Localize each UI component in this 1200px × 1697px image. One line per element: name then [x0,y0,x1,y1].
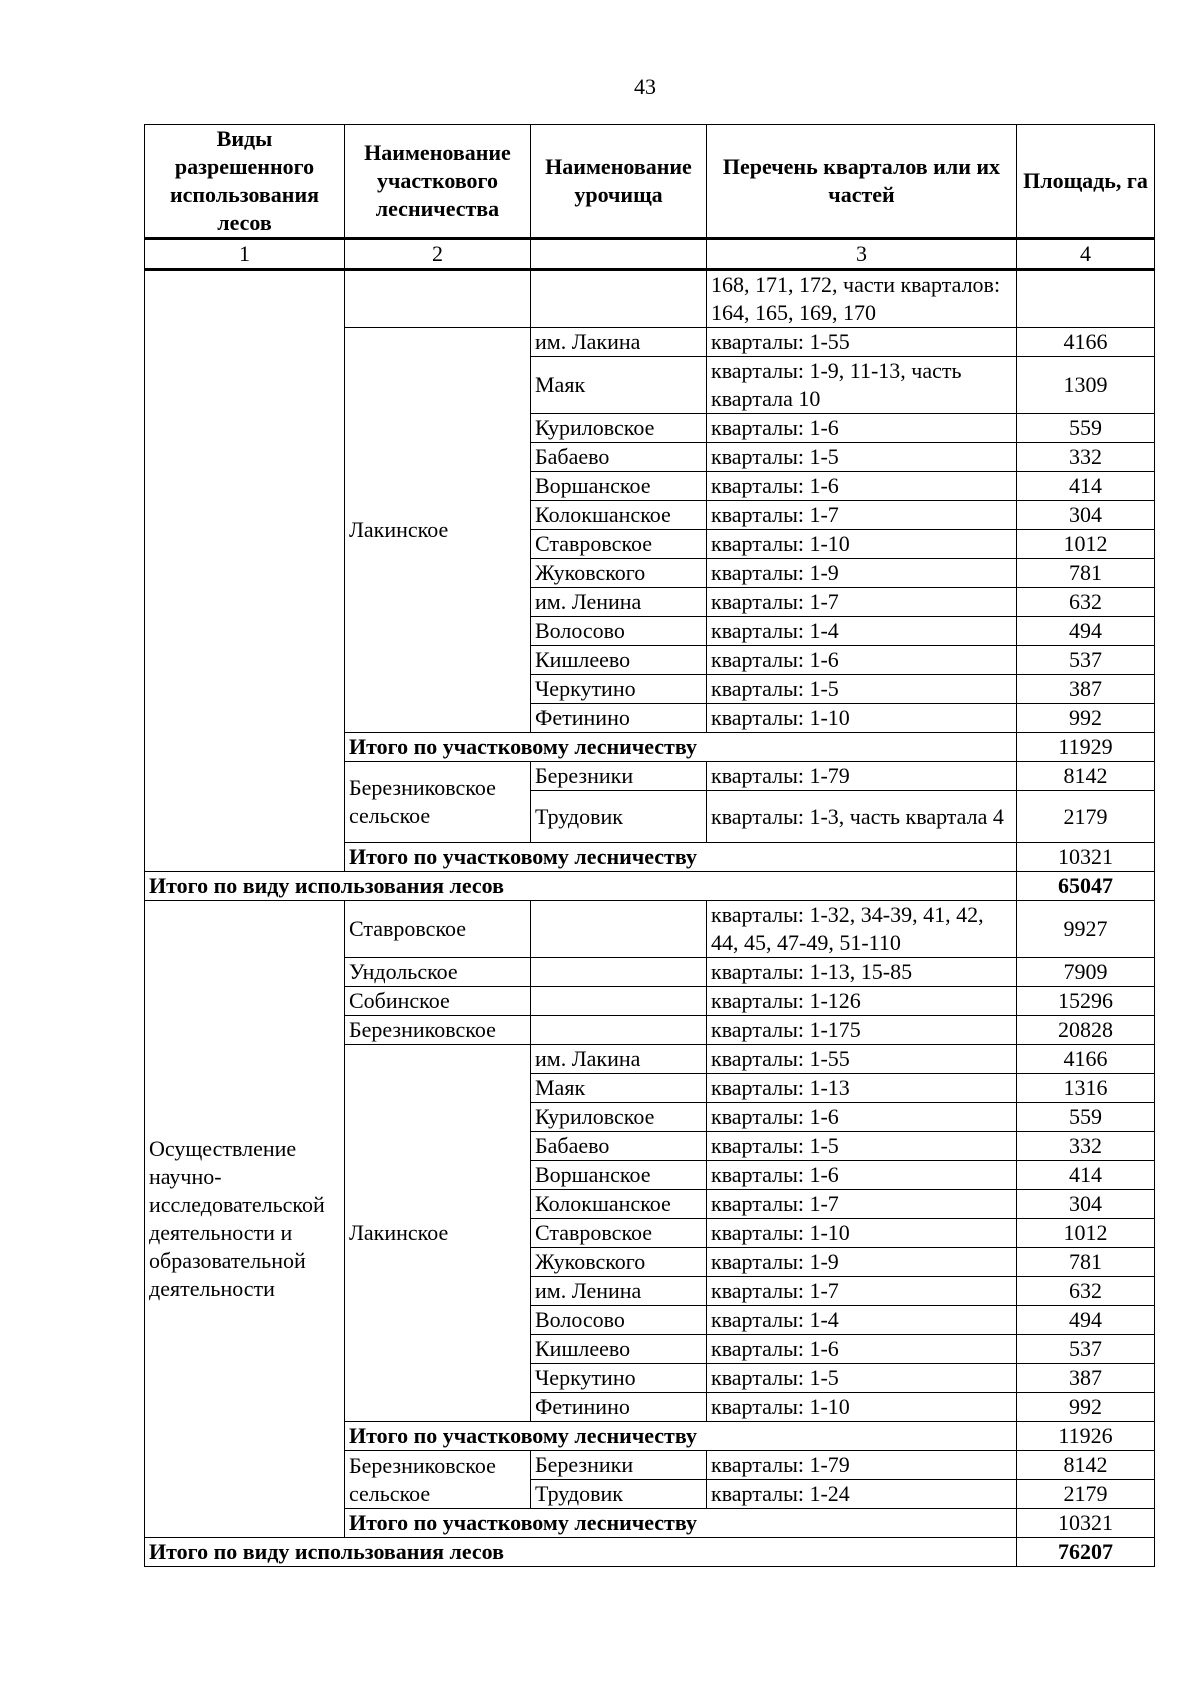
area-cell: 414 [1017,1161,1155,1190]
tract-cell [531,1016,707,1045]
header-quarters: Перечень кварталов или их частей [707,125,1017,239]
header-tract: Наименование урочища [531,125,707,239]
area-cell: 414 [1017,472,1155,501]
area-cell: 4166 [1017,1045,1155,1074]
total-value: 65047 [1017,872,1155,901]
area-cell: 781 [1017,559,1155,588]
area-cell: 992 [1017,704,1155,733]
quarters-cell: кварталы: 1-32, 34-39, 41, 42, 44, 45, 47-49, 51-110 [707,901,1017,958]
area-cell: 537 [1017,1335,1155,1364]
tract-cell: Березники [531,762,707,791]
table-row [145,901,1155,958]
tract-cell: Трудовик [531,1480,707,1509]
tract-cell: Воршанское [531,472,707,501]
tract-cell: Березники [531,1451,707,1480]
quarters-cell: кварталы: 1-4 [707,1306,1017,1335]
quarters-cell: кварталы: 1-7 [707,1190,1017,1219]
quarters-cell: кварталы: 1-6 [707,1161,1017,1190]
tract-cell: им. Лакина [531,328,707,357]
column-number: 3 [707,239,1017,270]
quarters-cell: кварталы: 1-6 [707,472,1017,501]
tract-cell: Кишлеево [531,646,707,675]
column-number [531,239,707,270]
quarters-cell: кварталы: 1-9, 11-13, часть квартала 10 [707,357,1017,414]
tract-cell: Ставровское [531,1219,707,1248]
quarters-cell: кварталы: 1-10 [707,1219,1017,1248]
quarters-cell: кварталы: 1-175 [707,1016,1017,1045]
area-cell: 2179 [1017,791,1155,843]
quarters-cell: кварталы: 1-9 [707,1248,1017,1277]
area-cell: 1316 [1017,1074,1155,1103]
quarters-cell: кварталы: 1-7 [707,588,1017,617]
tract-cell: им. Ленина [531,1277,707,1306]
area-cell: 494 [1017,617,1155,646]
area-cell: 304 [1017,1190,1155,1219]
tract-cell: Трудовик [531,791,707,843]
area-cell: 4166 [1017,328,1155,357]
page-number: 43 [634,74,656,99]
area-cell: 8142 [1017,762,1155,791]
forestry-cell: Ставровское [345,901,531,958]
tract-cell: Воршанское [531,1161,707,1190]
tract-cell [531,987,707,1016]
quarters-cell: кварталы: 1-13, 15-85 [707,958,1017,987]
column-number: 1 [145,239,345,270]
tract-cell: Бабаево [531,1132,707,1161]
tract-cell: Бабаево [531,443,707,472]
total-label: Итого по виду использования лесов [145,1538,1017,1567]
tract-cell: Жуковского [531,559,707,588]
quarters-cell: кварталы: 1-5 [707,1132,1017,1161]
quarters-cell: кварталы: 1-5 [707,443,1017,472]
quarters-cell: кварталы: 1-55 [707,328,1017,357]
quarters-cell: кварталы: 1-126 [707,987,1017,1016]
table-header-row [145,125,1155,239]
area-cell: 20828 [1017,1016,1155,1045]
quarters-cell: кварталы: 1-79 [707,1451,1017,1480]
tract-cell: Черкутино [531,1364,707,1393]
total-value: 76207 [1017,1538,1155,1567]
area-cell: 9927 [1017,901,1155,958]
area-cell: 304 [1017,501,1155,530]
quarters-cell: кварталы: 1-10 [707,704,1017,733]
quarters-cell: кварталы: 1-10 [707,530,1017,559]
quarters-cell: кварталы: 1-6 [707,646,1017,675]
area-cell: 332 [1017,443,1155,472]
tract-cell [531,958,707,987]
tract-cell: им. Ленина [531,588,707,617]
area-cell: 15296 [1017,987,1155,1016]
quarters-cell: кварталы: 1-5 [707,1364,1017,1393]
use-type-cell: Осуществление научно-исследовательской деятельности и образовательной деятельности [145,901,345,1538]
quarters-cell: кварталы: 1-13 [707,1074,1017,1103]
quarters-cell: кварталы: 1-7 [707,1277,1017,1306]
subtotal-value: 10321 [1017,843,1155,872]
column-number: 2 [345,239,531,270]
tract-cell: Маяк [531,1074,707,1103]
header-area: Площадь, га [1017,125,1155,239]
area-cell: 332 [1017,1132,1155,1161]
lakinskoe-forestry-cell: Лакинское [345,328,531,733]
tract-cell: Фетинино [531,1393,707,1422]
header-use-type: Виды разрешенного использования лесов [145,125,345,239]
area-cell: 781 [1017,1248,1155,1277]
tract-cell [531,270,707,328]
tract-cell: Колокшанское [531,1190,707,1219]
area-cell: 537 [1017,646,1155,675]
quarters-cell: кварталы: 1-5 [707,675,1017,704]
use-type-cell [145,270,345,872]
tract-cell: Ставровское [531,530,707,559]
column-number: 4 [1017,239,1155,270]
tract-cell: Маяк [531,357,707,414]
tract-cell [531,901,707,958]
tract-cell: Волосово [531,1306,707,1335]
tract-cell: Колокшанское [531,501,707,530]
header-forestry: Наименование участкового лесничества [345,125,531,239]
area-cell: 387 [1017,675,1155,704]
tract-cell: Фетинино [531,704,707,733]
tract-cell: Кишлеево [531,1335,707,1364]
quarters-cell: кварталы: 1-79 [707,762,1017,791]
total-label: Итого по виду использования лесов [145,872,1017,901]
tract-cell: Куриловское [531,414,707,443]
quarters-cell: кварталы: 1-3, часть квартала 4 [707,791,1017,843]
area-cell [1017,270,1155,328]
forestry-cell [345,270,531,328]
quarters-cell: кварталы: 1-6 [707,414,1017,443]
forestry-cell: Собинское [345,987,531,1016]
subtotal-label: Итого по участковому лесничеству [345,843,1017,872]
tract-cell: Черкутино [531,675,707,704]
quarters-cell: кварталы: 1-10 [707,1393,1017,1422]
forestry-cell: Ундольское [345,958,531,987]
quarters-cell: кварталы: 1-7 [707,501,1017,530]
area-cell: 494 [1017,1306,1155,1335]
lakinskoe-forestry-cell: Лакинское [345,1045,531,1422]
total-row [145,1538,1155,1567]
tract-cell: Волосово [531,617,707,646]
column-number-row [145,239,1155,270]
tract-cell: Жуковского [531,1248,707,1277]
quarters-cell: кварталы: 1-9 [707,559,1017,588]
quarters-cell: кварталы: 1-6 [707,1103,1017,1132]
forestry-cell: Березниковское [345,1016,531,1045]
subtotal-value: 11929 [1017,733,1155,762]
area-cell: 632 [1017,1277,1155,1306]
area-cell: 632 [1017,588,1155,617]
area-cell: 1012 [1017,1219,1155,1248]
area-cell: 387 [1017,1364,1155,1393]
area-cell: 7909 [1017,958,1155,987]
table-row [145,270,1155,328]
subtotal-label: Итого по участковому лесничеству [345,1509,1017,1538]
quarters-cell: кварталы: 1-6 [707,1335,1017,1364]
quarters-cell: 168, 171, 172, части кварталов: 164, 165, 169, 170 [707,270,1017,328]
total-row [145,872,1155,901]
area-cell: 992 [1017,1393,1155,1422]
quarters-cell: кварталы: 1-4 [707,617,1017,646]
forest-use-table [144,124,1155,1567]
area-cell: 559 [1017,1103,1155,1132]
tract-cell: Куриловское [531,1103,707,1132]
quarters-cell: кварталы: 1-24 [707,1480,1017,1509]
subtotal-value: 10321 [1017,1509,1155,1538]
area-cell: 559 [1017,414,1155,443]
area-cell: 1309 [1017,357,1155,414]
bereznikovskoe-forestry-cell: Березниковское сельское [345,1451,531,1509]
tract-cell: им. Лакина [531,1045,707,1074]
subtotal-label: Итого по участковому лесничеству [345,733,1017,762]
area-cell: 2179 [1017,1480,1155,1509]
quarters-cell: кварталы: 1-55 [707,1045,1017,1074]
subtotal-value: 11926 [1017,1422,1155,1451]
bereznikovskoe-forestry-cell: Березниковское сельское [345,762,531,843]
area-cell: 8142 [1017,1451,1155,1480]
table-body [145,239,1155,1567]
area-cell: 1012 [1017,530,1155,559]
subtotal-label: Итого по участковому лесничеству [345,1422,1017,1451]
